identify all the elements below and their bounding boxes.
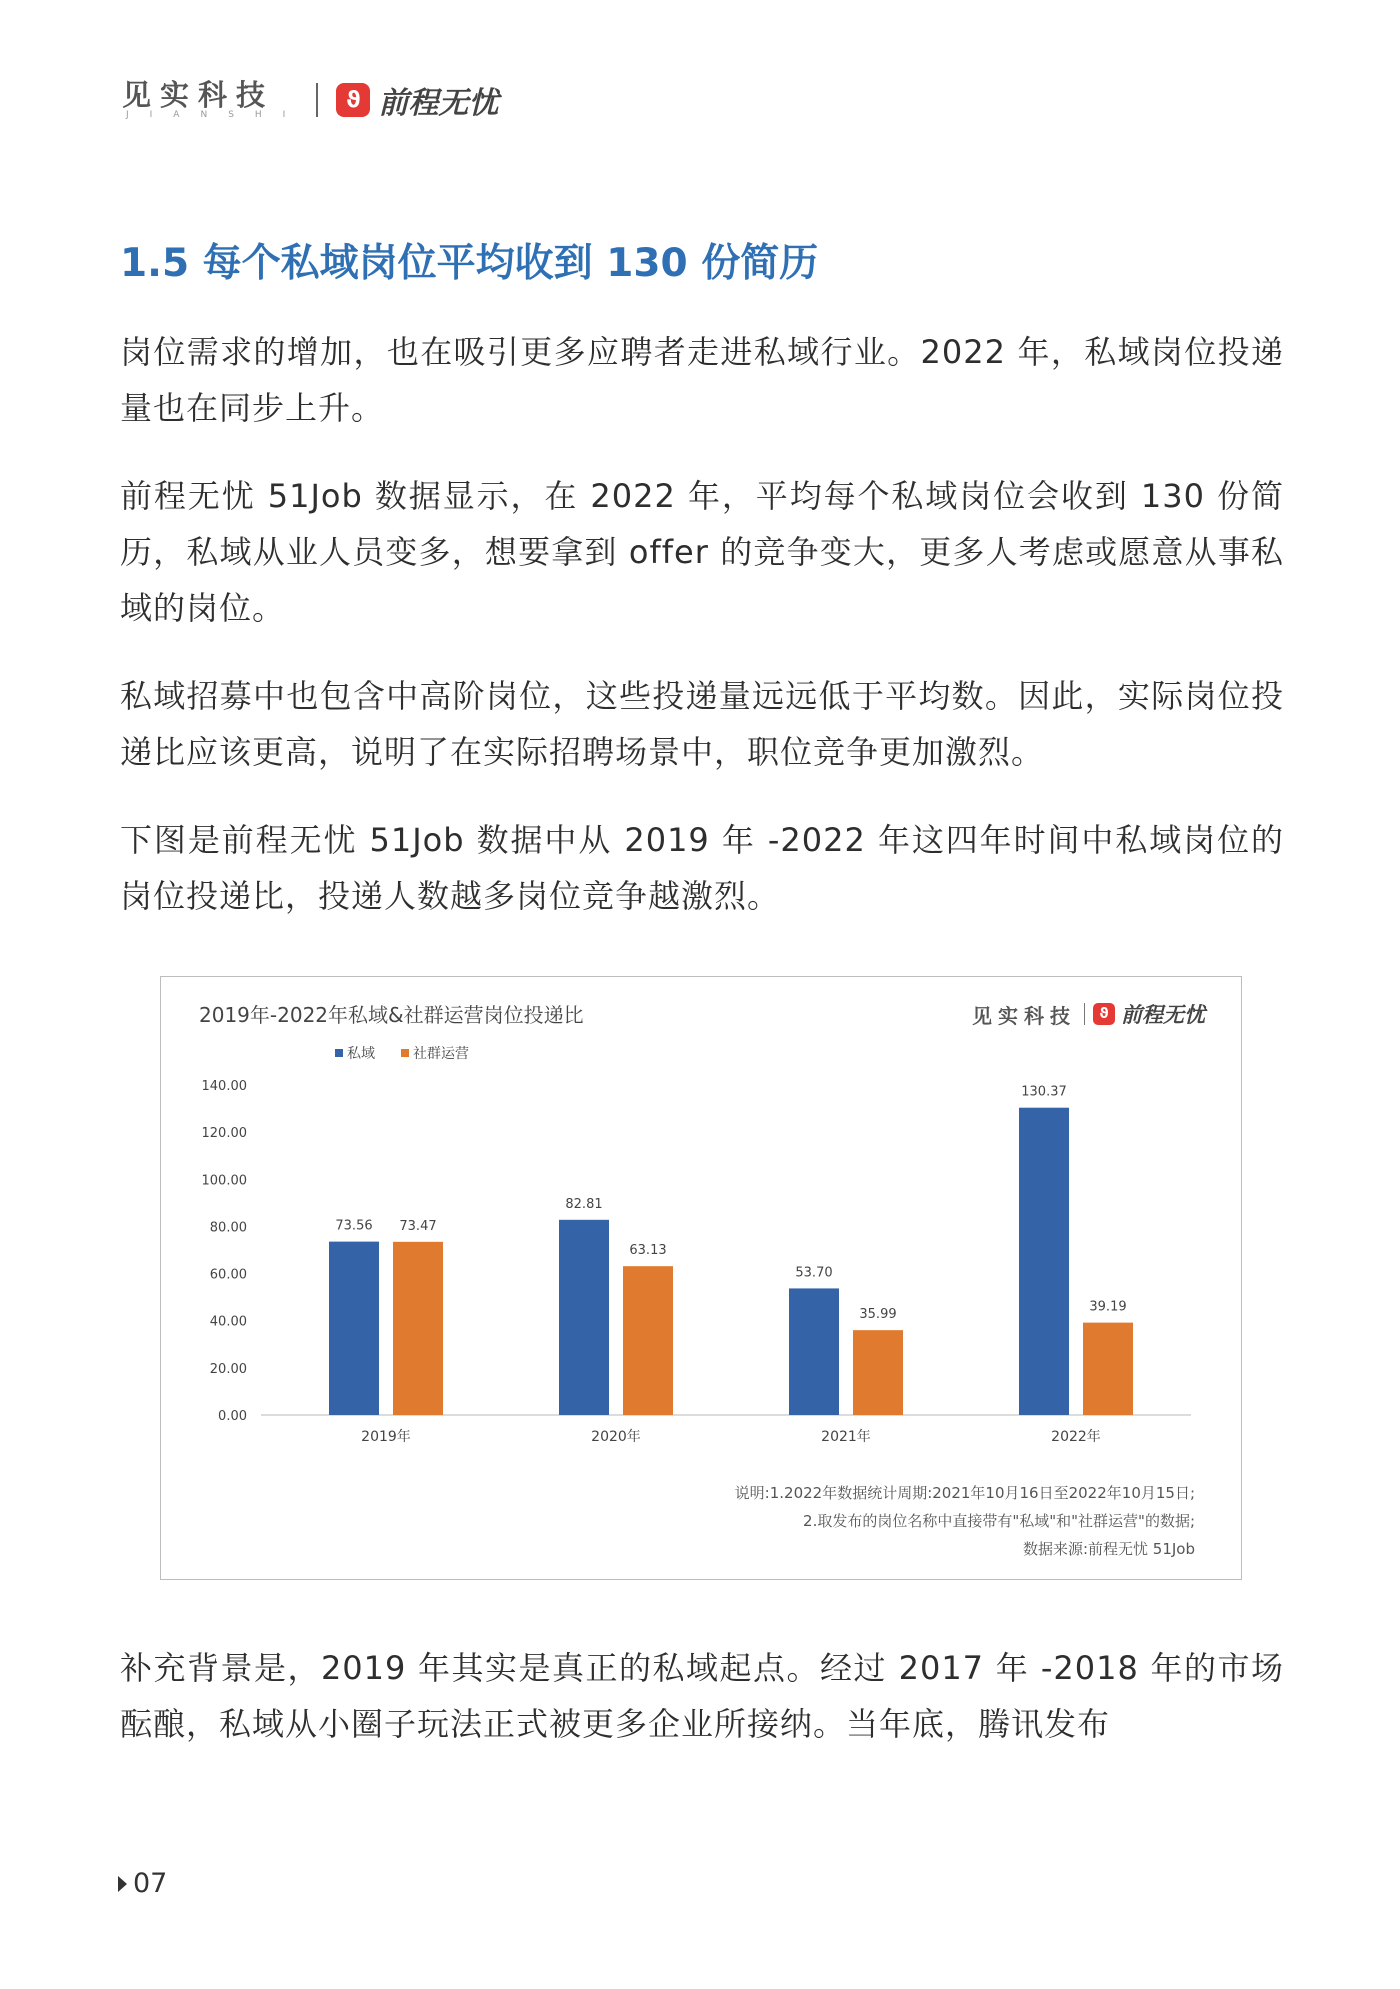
paragraph-4: 下图是前程无忧 51Job 数据中从 2019 年 -2022 年这四年时间中私域岗位的岗位投递比，投递人数越多岗位竞争越激烈。 — [120, 821, 1284, 915]
legend-label-shequn: 社群运营 — [413, 1046, 469, 1062]
page-marker-icon — [118, 1876, 127, 1892]
bar-shequn-2021年 — [853, 1330, 903, 1415]
y-tick-label: 40.00 — [209, 1314, 247, 1330]
chart-title: 2019年-2022年私域&社群运营岗位投递比 — [199, 1003, 584, 1027]
data-label: 39.19 — [1089, 1299, 1127, 1315]
jianshi-logo — [122, 80, 306, 120]
51job-logo-text: 前程无忧 — [378, 86, 499, 121]
chart-notes — [735, 1479, 1195, 1563]
data-label: 73.47 — [399, 1218, 437, 1234]
page-number-text: 07 — [133, 1868, 168, 1899]
jianshi-logo-en: JIANSHI — [126, 110, 307, 120]
paragraph-5: 补充背景是，2019 年其实是真正的私域起点。经过 2017 年 -2018 年的市场酝酿，私域从小圈子玩法正式被更多企业所接纳。当年底，腾讯发布 — [120, 1649, 1284, 1743]
paragraph-1: 岗位需求的增加，也在吸引更多应聘者走进私域行业。2022 年，私域岗位投递量也在同步上升。 — [120, 333, 1284, 427]
legend-label-siyu: 私域 — [347, 1046, 375, 1062]
section-title: 1.5 每个私域岗位平均收到 130 份简历 — [120, 241, 819, 286]
bar-siyu-2019年 — [329, 1242, 379, 1415]
y-tick-label: 120.00 — [201, 1126, 247, 1142]
data-label: 130.37 — [1021, 1084, 1067, 1100]
chart-51job-logo: 前程无忧 — [1121, 1003, 1205, 1027]
x-tick-label: 2022年 — [1051, 1429, 1101, 1445]
bar-siyu-2021年 — [789, 1288, 839, 1415]
bar-chart — [160, 976, 1242, 1580]
jianshi-logo-text: 见实科技 — [122, 78, 275, 112]
page-number — [118, 1868, 167, 1899]
bar-siyu-2022年 — [1019, 1108, 1069, 1415]
chart-note-2: 2.取发布的岗位名称中直接带有"私域"和"社群运营"的数据; — [803, 1512, 1195, 1530]
data-label: 63.13 — [629, 1243, 667, 1259]
bar-shequn-2022年 — [1083, 1323, 1133, 1415]
y-tick-label: 20.00 — [209, 1361, 247, 1377]
x-tick-label: 2019年 — [361, 1429, 411, 1445]
header-divider — [316, 83, 318, 117]
data-label: 82.81 — [565, 1196, 603, 1212]
bar-shequn-2019年 — [393, 1242, 443, 1415]
y-tick-label: 140.00 — [201, 1079, 247, 1094]
data-label: 73.56 — [335, 1218, 373, 1234]
data-label: 53.70 — [795, 1265, 833, 1281]
paragraph-3: 私域招募中也包含中高阶岗位，这些投递量远远低于平均数。因此，实际岗位投递比应该更高，说明了在实际招聘场景中，职位竞争更加激烈。 — [120, 677, 1284, 771]
y-tick-label: 0.00 — [218, 1409, 247, 1424]
chart-51job-icon: ϑ — [1093, 1003, 1115, 1025]
bar-shequn-2020年 — [623, 1266, 673, 1415]
y-tick-label: 60.00 — [209, 1267, 247, 1283]
paragraph-2: 前程无忧 51Job 数据显示，在 2022 年，平均每个私域岗位会收到 130 份简历，私域从业人员变多，想要拿到 offer 的竞争变大，更多人考虑或愿意从事私域的岗位。 — [120, 477, 1284, 627]
y-tick-label: 80.00 — [209, 1220, 247, 1236]
y-tick-label: 100.00 — [201, 1173, 247, 1189]
51job-logo-icon: ϑ — [336, 83, 370, 117]
page-header — [122, 78, 498, 122]
data-label: 35.99 — [859, 1307, 897, 1323]
x-tick-label: 2021年 — [821, 1429, 871, 1445]
chart-jianshi-logo: 见实科技 — [972, 1003, 1076, 1028]
x-tick-label: 2020年 — [591, 1429, 641, 1445]
chart-note-1: 说明:1.2022年数据统计周期:2021年10月16日至2022年10月15日; — [734, 1484, 1195, 1502]
chart-source: 数据来源:前程无忧 51Job — [1022, 1540, 1195, 1558]
bar-siyu-2020年 — [559, 1220, 609, 1415]
